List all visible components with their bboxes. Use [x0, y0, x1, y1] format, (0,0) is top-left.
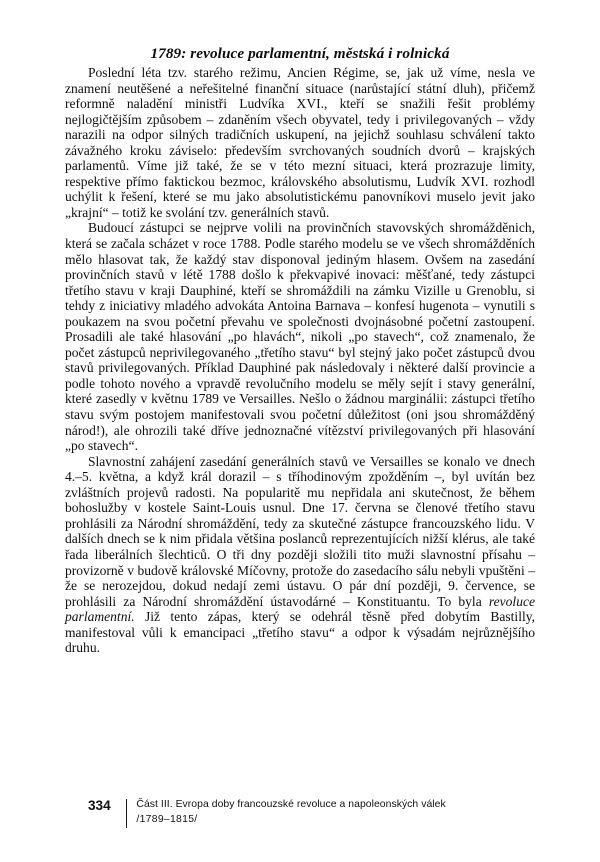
running-head	[136, 798, 445, 827]
running-head-line-2: /1789–1815/	[136, 813, 198, 825]
section-title: 1789: revoluce parlamentní, městská i rolnická	[150, 45, 450, 62]
page-content	[65, 44, 535, 656]
page-footer	[88, 798, 446, 829]
paragraph-3-part-2: Již tento zápas, který se odehrál těsně před dobytím Bastilly, manifestoval vůli k emancipaci „třetího stavu“ a odpor k výsadám nejrůznějšího druhu.	[65, 609, 535, 656]
paragraph-3-emphasis: revoluce parlamentní.	[65, 593, 535, 625]
footer-divider	[126, 799, 127, 828]
paragraph-3-part-1: Slavnostní zahájení zasedání generálních stavů ve Versailles se konalo ve dnech 4.–5. května, a když král dorazil – s tříhodinovým zpožděním –, byl uvítán bez zvláštních projevů radosti. Na popularitě mu nepřidala ani skutečnost, že během bohoslužby v kostele Saint-Louis usnul. Dne 17. června se členové třetího stavu prohlásili za Národní shromáždění, tedy za skutečné zástupce francouzského lidu. V dalších dnech se k nim přidala většina poslanců reprezentujících nižší klérus, ale také řada liberálních šlechticů. O tři dny později složili tito muži slavnostní přísahu – provizorně v budově královské Míčovny, protože do zasedacího sálu nebyli vpuštěni – že se nerozejdou, dokud nedají zemi ústavu. O pár dní později, 9. července, se prohlásili za Národní shromáždění ústavodárné – Konstituantu. To byla	[65, 453, 535, 609]
paragraph-1: Poslední léta tzv. starého režimu, Ancien Régime, se, jak už víme, nesla ve znamení neutěšené a neřešitelné finanční situace (narůstající státní dluh), přičemž reformně naladění ministři Ludvíka XVI., kteří se snažili řešit problémy nejlogičtějším způsobem – zdaněním všech obyvatel, tedy i privilegovaných – vždy narazili na odpor silných tradičních uskupení, na jejichž souhlasu schválení takto závažného kroku záviselo: především svrchovaných soudních dvorů – krajských parlamentů. Víme již také, že se v této mezní situaci, která prozrazuje limity, respektive přímo faktickou bezmoc, královského absolutismu, Ludvík XVI. rozhodl uchýlit k řešení, které se mu jako absolutistickému panovníkovi muselo jevit jako „krajní“ – totiž ke svolání tzv. generálních stavů.	[65, 65, 535, 220]
paragraph-2: Budoucí zástupci se nejprve volili na provinčních stavovských shromážděnich, která se začala scházet v roce 1788. Podle starého modelu se ve všech shromážděních mělo hlasovat tak, že každý stav disponoval jediným hlasem. Ovšem na zasedání provinčních stavů v létě 1788 došlo k překvapivé inovaci: měšťané, tedy zástupci třetího stavu v kraji Dauphiné, kteří se shromáždili na zámku Vizille u Grenoblu, si tehdy z iniciativy mladého advokáta Antoina Barnava – konfesí hugenota – vynutili s poukazem na svou početní převahu ve společnosti dvojnásobné početní zastoupení. Prosadili ale také hlasování „po hlavách“, nikoli „po stavech“, což znamenalo, že počet zástupců neprivilegovaného „třetího stavu“ byl stejný jako počet zástupců dvou stavů privilegovaných. Příklad Dauphiné pak následovaly i některé další provincie a podle tohoto nového a vpravdě revolučního modelu se měly sejít i stavy generální, které zasedly v květnu 1789 ve Versailles. Nešlo o žádnou marginálii: zástupci třetího stavu svým postojem manifestovali svou početní důležitost (oni jsou shromážděný národ!), ale ohrozili také dříve jednoznačné vítězství privilegovaných při hlasování „po stavech“.	[65, 220, 535, 454]
page-number: 334	[88, 798, 111, 813]
paragraph-3	[65, 454, 535, 656]
running-head-line-1: Část III. Evropa doby francouzské revoluce a napoleonských válek	[136, 799, 446, 810]
